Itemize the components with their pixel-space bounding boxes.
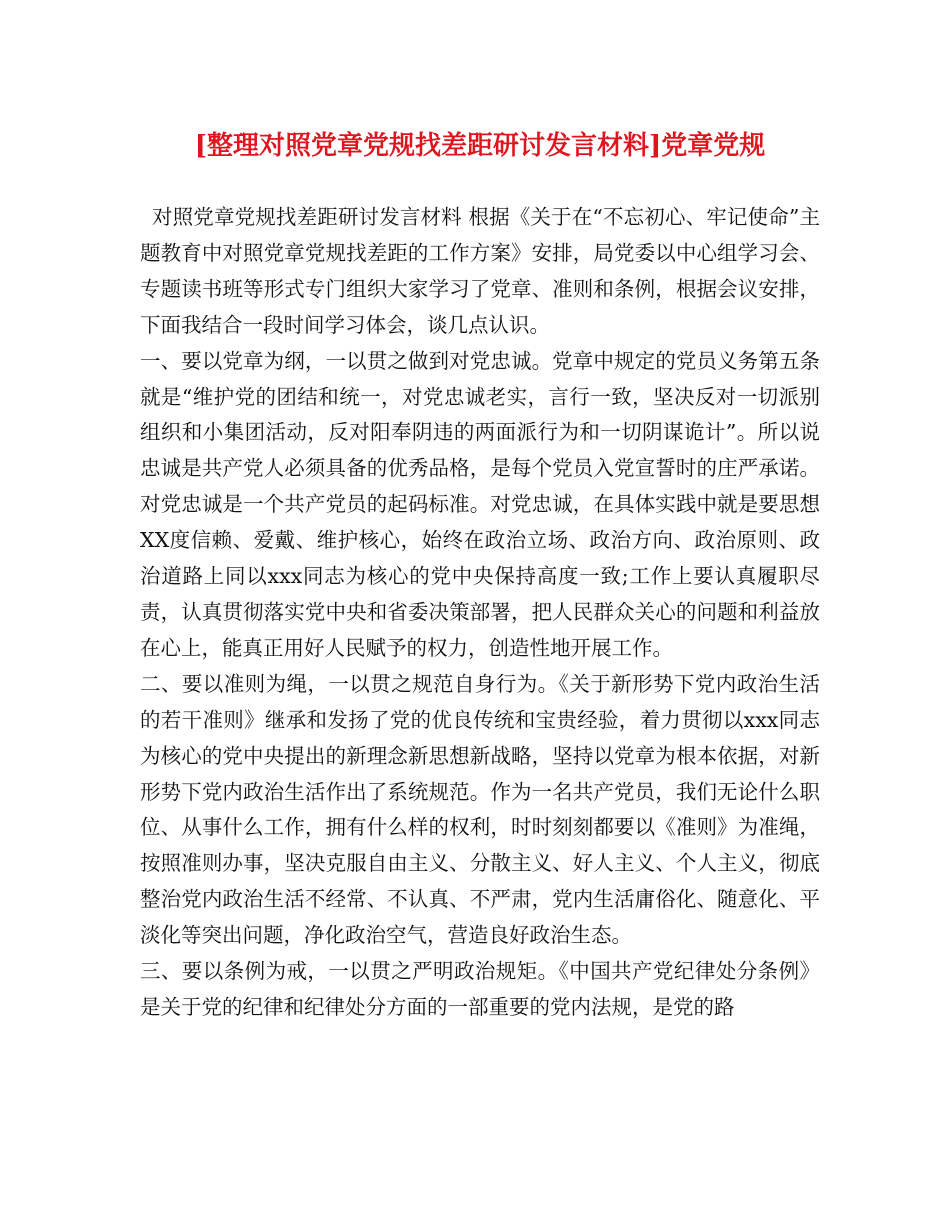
paragraph-intro: 对照党章党规找差距研讨发言材料 根据《关于在“不忘初心、牢记使命”主题教育中对照党章党规找差距的工作方案》安排，局党委以中心组学习会、专题读书班等形式专门组织大家学习了党章、准则和条例，根据会议安排，下面我结合一段时间学习体会，谈几点认识。	[140, 205, 820, 337]
document-title: [整理对照党章党规找差距研讨发言材料]党章党规	[194, 131, 766, 161]
paragraph-section-three: 三、要以条例为戒，一以贯之严明政治规矩。《中国共产党纪律处分条例》是关于党的纪律和纪律处分方面的一部重要的党内法规，是党的路	[140, 959, 820, 1019]
paragraph-section-two: 二、要以准则为绳，一以贯之规范自身行为。《关于新形势下党内政治生活的若干准则》继承和发扬了党的优良传统和宝贵经验，着力贯彻以xxx同志为核心的党中央提出的新理念新思想新战略，坚持以党章为根本依据，对新形势下党内政治生活作出了系统规范。作为一名共产党员，我们无论什么职位、从事什么工作，拥有什么样的权利，时时刻刻都要以《准则》为准绳，按照准则办事，坚决克服自由主义、分散主义、好人主义、个人主义，彻底整治党内政治生活不经常、不认真、不严肃，党内生活庸俗化、随意化、平淡化等突出问题，净化政治空气，营造良好政治生态。	[140, 671, 820, 948]
paragraph-section-one: 一、要以党章为纲，一以贯之做到对党忠诚。党章中规定的党员义务第五条就是“维护党的团结和统一，对党忠诚老实，言行一致，坚决反对一切派别组织和小集团活动，反对阳奉阴违的两面派行为和一切阴谋诡计”。所以说忠诚是共产党人必须具备的优秀品格，是每个党员入党宣誓时的庄严承诺。对党忠诚是一个共产党员的起码标准。对党忠诚，在具体实践中就是要思想XX度信赖、爱戴、维护核心，始终在政治立场、政治方向、政治原则、政治道路上同以xxx同志为核心的党中央保持高度一致;工作上要认真履职尽责，认真贯彻落实党中央和省委决策部署，把人民群众关心的问题和利益放在心上，能真正用好人民赋予的权力，创造性地开展工作。	[140, 348, 820, 660]
document-body	[140, 200, 820, 1026]
